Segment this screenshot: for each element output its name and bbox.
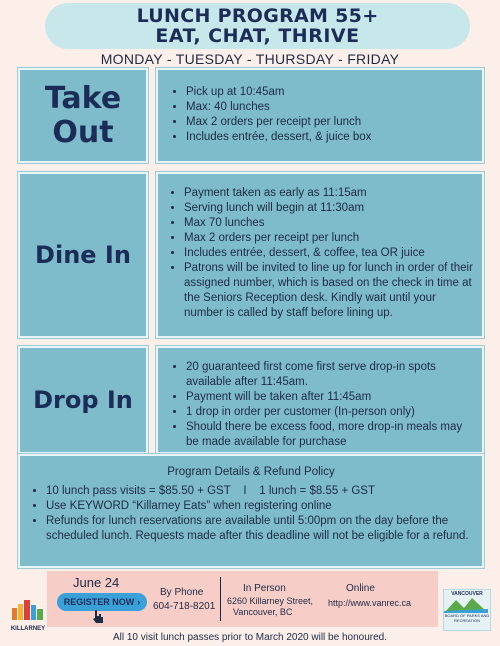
killarney-logo-icon bbox=[10, 598, 46, 620]
title-banner bbox=[45, 3, 470, 49]
list-item: • Use KEYWORD “Killarney Eats” when registering online bbox=[46, 499, 472, 514]
list-item: • Max 70 lunches bbox=[184, 216, 474, 231]
dropin-label: Drop In bbox=[33, 386, 133, 414]
list-item: • 1 drop in order per customer (In-person only) bbox=[186, 405, 474, 420]
dinein-label-panel bbox=[18, 172, 148, 338]
page-title: LUNCH PROGRAM 55+ bbox=[136, 5, 379, 27]
dropin-label-panel bbox=[18, 346, 148, 454]
list-item: • 10 lunch pass visits = $85.50 + GST I 1 lunch = $8.55 + GST bbox=[46, 484, 472, 499]
dinein-label: Dine In bbox=[35, 241, 131, 269]
list-item: • Patrons will be invited to line up for lunch in order of their assigned number, which is based on the check in time at the Seniors Reception desk. Kindly wait until your number is called by staff before lining up. bbox=[184, 261, 474, 321]
in-person-heading: In Person bbox=[243, 583, 286, 594]
list-item: • Serving lunch will begin at 11:30am bbox=[184, 201, 474, 216]
mountain-icon bbox=[444, 597, 488, 613]
takeout-details-panel bbox=[156, 68, 484, 163]
list-item: • Max: 40 lunches bbox=[186, 100, 476, 115]
policy-bullets bbox=[20, 484, 482, 544]
list-item: • Payment will be taken after 11:45am bbox=[186, 390, 474, 405]
takeout-label-line2: Out bbox=[52, 114, 114, 150]
policy-panel bbox=[18, 454, 484, 568]
vancouver-parks-logo bbox=[443, 589, 491, 631]
divider bbox=[220, 577, 221, 621]
killarney-logo-text: KILLARNEY bbox=[10, 626, 46, 632]
policy-title: Program Details & Refund Policy bbox=[167, 466, 335, 478]
phone-heading: By Phone bbox=[160, 587, 204, 598]
list-item: • Pick up at 10:45am bbox=[186, 85, 476, 100]
address-line1: 6260 Killarney Street, bbox=[227, 596, 314, 606]
register-date: June 24 bbox=[73, 575, 120, 590]
hand-pointer-icon bbox=[91, 609, 105, 625]
takeout-label-line1: Take bbox=[44, 80, 122, 116]
takeout-bullets bbox=[168, 85, 476, 145]
days-heading: MONDAY - TUESDAY - THURSDAY - FRIDAY bbox=[100, 51, 400, 67]
website-link[interactable]: http://www.vanrec.ca bbox=[328, 598, 412, 608]
register-bar bbox=[47, 571, 438, 627]
dropin-details-panel bbox=[156, 346, 484, 454]
list-item: • Max 2 orders per receipt per lunch bbox=[184, 231, 474, 246]
address-line2: Vancouver, BC bbox=[233, 607, 293, 617]
dinein-details-panel bbox=[156, 172, 484, 338]
parks-board-text: BOARD OF PARKS AND RECREATION bbox=[444, 613, 490, 623]
footer-note: All 10 visit lunch passes prior to March 2020 will be honoured. bbox=[112, 632, 388, 643]
list-item: • 20 guaranteed first come first serve drop-in spots available after 11:45am. bbox=[186, 360, 474, 390]
online-heading: Online bbox=[346, 583, 375, 594]
chevron-right-icon: › bbox=[137, 597, 141, 607]
list-item: • Includes entrée, dessert, & coffee, tea OR juice bbox=[184, 246, 474, 261]
killarney-logo bbox=[10, 598, 46, 632]
dropin-bullets bbox=[168, 360, 474, 450]
takeout-label-panel bbox=[18, 68, 148, 163]
list-item: • Should there be excess food, more drop-in meals may be made available for purchase bbox=[186, 420, 474, 450]
page-subtitle: EAT, CHAT, THRIVE bbox=[155, 25, 360, 47]
list-item: • Payment taken as early as 11:15am bbox=[184, 186, 474, 201]
list-item: • Refunds for lunch reservations are available until 5:00pm on the day before the scheduled lunch. Requests made after this deadline will not be eligible for a refund. bbox=[46, 514, 472, 544]
dinein-bullets bbox=[166, 186, 474, 321]
list-item: • Max 2 orders per receipt per lunch bbox=[186, 115, 476, 130]
list-item: • Includes entrée, dessert, & juice box bbox=[186, 130, 476, 145]
vancouver-logo-text: VANCOUVER bbox=[451, 591, 483, 597]
phone-number[interactable]: 604-718-8201 bbox=[153, 601, 216, 612]
register-now-label: REGISTER NOW bbox=[63, 597, 135, 607]
